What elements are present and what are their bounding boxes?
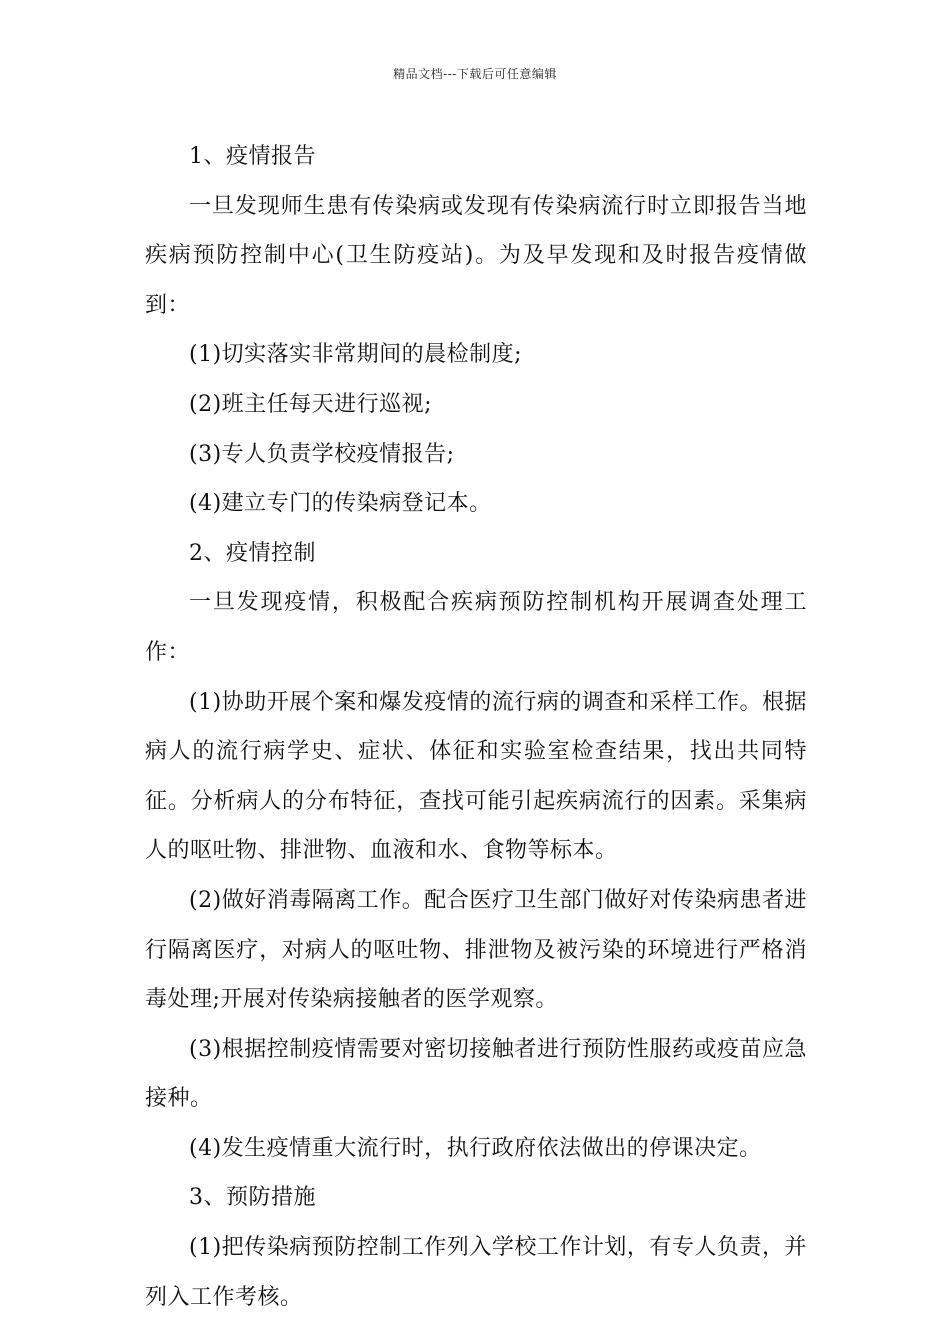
- list-item: (2)班主任每天进行巡视;: [189, 391, 433, 417]
- list-item: (1)把传染病预防控制工作列入学校工作计划，有专人负责，并列入工作考核。: [145, 1235, 807, 1310]
- paragraph: 一旦发现疫情，积极配合疾病预防控制机构开展调查处理工作：: [145, 590, 807, 665]
- section-heading-prevention-measures: 3、预防措施: [189, 1185, 316, 1211]
- paragraph: 一旦发现师生患有传染病或发现有传染病流行时立即报告当地疾病预防控制中心(卫生防疫站)。为及早发现和及时报告疫情做到：: [145, 193, 807, 318]
- document-body: [145, 132, 807, 1322]
- page-header: 精品文档---下载后可任意编辑: [393, 67, 557, 81]
- section-heading-epidemic-control: 2、疫情控制: [189, 540, 316, 566]
- list-item: (1)协助开展个案和爆发疫情的流行病的调查和采样工作。根据病人的流行病学史、症状、体征和实验室检查结果，找出共同特征。分析病人的分布特征，查找可能引起疾病流行的因素。采集病人的呕吐物、排泄物、血液和水、食物等标本。: [145, 689, 807, 864]
- list-item: (2)做好消毒隔离工作。配合医疗卫生部门做好对传染病患者进行隔离医疗，对病人的呕吐物、排泄物及被污染的环境进行严格消毒处理;开展对传染病接触者的医学观察。: [145, 887, 807, 1013]
- list-item: (4)建立专门的传染病登记本。: [189, 491, 492, 517]
- section-heading-epidemic-report: 1、疫情报告: [189, 144, 316, 169]
- list-item: (1)切实落实非常期间的晨检制度;: [189, 342, 523, 368]
- list-item: (4)发生疫情重大流行时，执行政府依法做出的停课决定。: [189, 1135, 762, 1161]
- list-item: (3)专人负责学校疫情报告;: [189, 441, 455, 467]
- list-item: (3)根据控制疫情需要对密切接触者进行预防性服药或疫苗应急接种。: [145, 1036, 807, 1112]
